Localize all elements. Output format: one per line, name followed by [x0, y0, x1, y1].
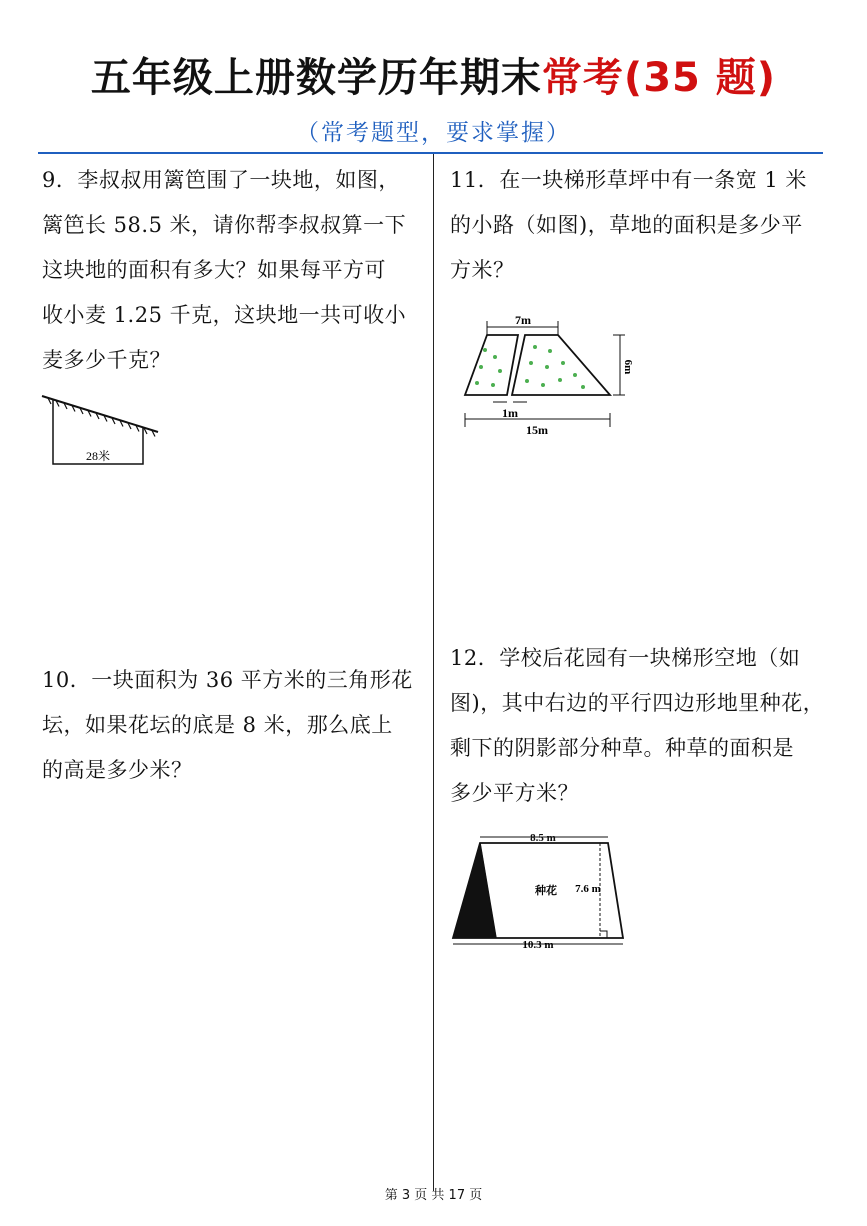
question-11-line: 方米？ [450, 258, 515, 282]
question-10 [42, 658, 413, 793]
header-rule [38, 152, 823, 154]
question-9-figure [38, 390, 163, 470]
question-12-top-label: 8.5 m [530, 832, 556, 844]
question-9-line: 9．李叔叔用篱笆围了一块地，如图， [42, 168, 400, 192]
question-11-bottom-label: 15m [526, 423, 548, 437]
question-11-figure [455, 305, 640, 440]
question-11-line: 11．在一块梯形草坪中有一条宽 1 米 [450, 168, 807, 192]
title-highlight: 常考(35 题) [541, 55, 777, 101]
question-11-path-label: 1m [502, 406, 518, 420]
question-10-line: 坛，如果花坛的底是 8 米，那么底上 [42, 713, 393, 737]
question-9 [42, 158, 406, 383]
question-12-flower-label: 种花 [535, 885, 557, 897]
question-11-top-label: 7m [515, 313, 531, 327]
question-9-line: 麦多少千克？ [42, 348, 171, 372]
question-12-line: 图)，其中右边的平行四边形地里种花， [450, 691, 825, 715]
column-divider [433, 154, 434, 1191]
question-11-height-label: 6m [622, 359, 634, 375]
question-10-line: 10．一块面积为 36 平方米的三角形花 [42, 668, 413, 692]
question-9-figure-label: 28米 [85, 449, 111, 463]
question-9-line: 收小麦 1.25 千克，这块地一共可收小 [42, 303, 407, 327]
question-12-height-label: 7.6 m [575, 883, 601, 895]
page-subtitle: （常考题型，要求掌握） [296, 120, 571, 146]
question-12-line: 12．学校后花园有一块梯形空地（如 [450, 646, 801, 670]
question-12-line: 剩下的阴影部分种草。种草的面积是 [450, 736, 794, 760]
question-10-line: 的高是多少米？ [42, 758, 193, 782]
page-footer: 第 3 页 共 17 页 [384, 1188, 483, 1203]
question-11 [450, 158, 807, 293]
title-main: 五年级上册数学历年期末 [90, 55, 542, 101]
question-12 [450, 636, 824, 816]
question-9-line: 篱笆长 58.5 米，请你帮李叔叔算一下 [42, 213, 407, 237]
question-11-line: 的小路（如图)，草地的面积是多少平 [450, 213, 803, 237]
question-9-line: 这块地的面积有多大？如果每平方可 [42, 258, 386, 282]
question-12-bottom-label: 10.3 m [522, 939, 554, 951]
page-title [0, 50, 867, 106]
question-12-line: 多少平方米？ [450, 781, 579, 805]
question-12-figure [448, 828, 633, 953]
